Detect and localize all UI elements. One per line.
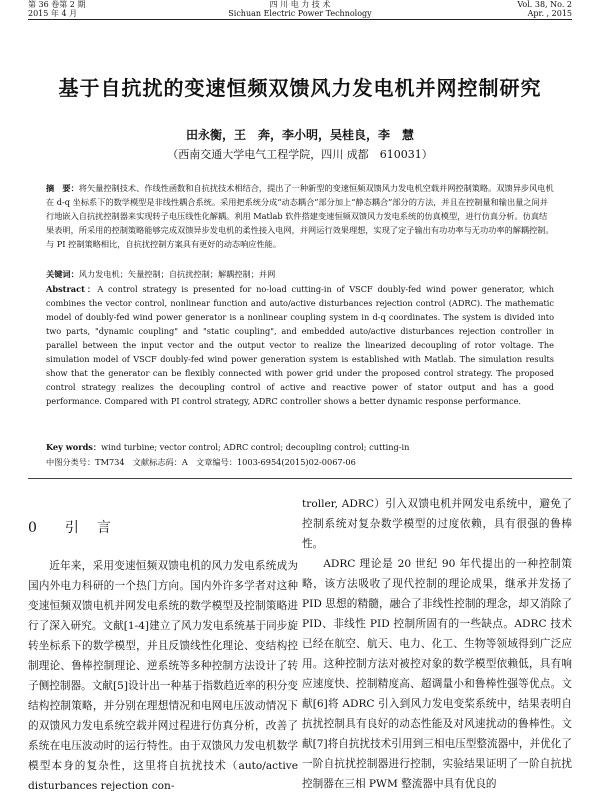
adrc-paragraph: ADRC 理论是 20 世纪 90 年代提出的一种控制策略，该方法吸收了现代控制的理论成果，继承并发扬了 PID 思想的精髓，融合了非线性控制的理念，却又消除了 PID、非线性 PID 控制所固有的一些缺点。ADRC 技术已经在航空、航天、电力、化工、生物等领域得到广泛应用。这种控制方法对被控对象的数学模型依赖低，具有响应速度快、控制精度高、超调量小和鲁棒性强等优点。文献[6]将 ADRC 引入到风力发电变桨系统中，结果表明自抗扰控制具有良好的动态性能及对风速扰动的鲁棒性。文献[7]将自抗扰技术引用到三相电压型整流器中，并优化了一阶自抗扰控制器进行控制，实验结果证明了一阶自抗扰控制器在三相 PWM 整流器中具有优良的 (302, 558, 572, 790)
abstract-chinese (46, 181, 554, 265)
abstract-english (46, 282, 554, 438)
paper-title: 基于自抗扰的变速恒频双馈风力发电机并网控制研究 (58, 76, 542, 100)
journal-issue: 第 36 卷第 2 期 2015 年 4 月 (28, 0, 86, 18)
keywords-en-label: Key words： (46, 442, 102, 452)
abstract-label: 摘 要： (46, 183, 79, 193)
section-title: 引 言 (64, 520, 113, 536)
journal-name: 四 川 电 力 技 术 Sichuan Electric Power Technology (228, 0, 372, 18)
keywords-chinese (46, 267, 554, 281)
keywords-english (46, 440, 554, 454)
intro-paragraph: 近年来，采用变速恒频双馈电机的风力发电系统成为国内外电力科研的一个热门方向。国内外许多学者对这种变速恒频双馈电机并网发电系统的数学模型及控制策略进行了深入研究。文献[1-4]建立了风力发电系统基于同步旋转坐标系下的数学模型，并且反馈线性化理论、变结构控制理论、鲁棒控制理论、逆系统等多种控制方法设计了转子侧控制器。文献[5]设计出一种基于指数趋近率的积分变结构控制策略，并分别在理想情况和电网电压波动情况下的双馈风力发电系统空载并网过程进行仿真分析，改善了系统在电压波动时的运行特性。由于双馈风力发电机数学模型本身的复杂性，这里将自抗扰技术（auto/active disturbances rejection con- (28, 560, 298, 792)
header-rule (28, 19, 572, 20)
abstract-text: 将矢量控制技术、作线性函数和自抗扰技术相结合，提出了一种新型的变速恒频双馈风力发电机空载并网控制策略。双馈异步风电机在 d-q 坐标系下的数学模型是非线性耦合系统。采用把系统分成“动态耦合”部分加上“静态耦合”部分的方法，并且在控制量和输出量之间并行地嵌入自抗扰控制器来实现转子电压线性化解耦。利用 Matlab 软件搭建变速恒频双馈风力发电系统的仿真模型，进行仿真分析。仿真结果表明，所采用的控制策略能够完成双馈异步发电机的柔性接入电网，并网运行效果理想，实现了定子输出有功功率与无功功率的解耦控制。与 PI 控制策略相比，自抗扰控制方案具有更好的动态响应性能。 (46, 183, 554, 249)
author-list: 田永衡，王 奔，李小明，吴桂良，李 慧 (185, 128, 414, 142)
classification-line: 中图分类号：TM734 文献标志码：A 文章编号：1003-6954(2015)02-0067-06 (46, 457, 356, 467)
keywords-text: 风力发电机；矢量控制；自抗扰控制；解耦控制；并网 (78, 269, 276, 279)
intro-continuation: troller, ADRC）引入双馈电机并网发电系统中，避免了控制系统对复杂数学模型的过度依赖，具有很强的鲁棒性。 (302, 498, 572, 550)
abstract-en-text: A control strategy is presented for no-load cutting-in of VSCF doubly-fed wind power generator, which combines the vector control, nonlinear function and auto/active disturbances rejection control (ADRC). The mathematic model of doubly-fed wind power generator is a nonlinear coupling system in d-q coordinates. The system is divided into two parts, "dynamic coupling" and "static coupling", and embedded auto/active disturbances rejection controller in parallel between the input vector and the output vector to realize the linearized decoupling of rotor voltage. The simulation model of VSCF doubly-fed wind power generation system is established with Matlab. The simulation results show that the generator can be flexibly connected with power grid under the proposed control strategy. The proposed control strategy realizes the decoupling control of active and reactive power of stator output and has a good performance. Compared with PI control strategy, ADRC controller shows a better dynamic response performance. (46, 284, 554, 406)
section-number: 0 (28, 520, 39, 536)
right-column (302, 494, 572, 794)
abstract-en-label: Abstract： (46, 284, 98, 294)
affiliation: （西南交通大学电气工程学院，四川 成都 610031） (167, 148, 433, 161)
journal-volume: Vol. 38, No. 2 Apr. , 2015 (517, 0, 572, 18)
keywords-en-text: wind turbine; vector control; ADRC control; decoupling control; cutting-in (101, 442, 410, 452)
section-divider (28, 478, 572, 479)
left-column (28, 500, 298, 796)
section-heading (28, 518, 298, 538)
keywords-label: 关键词： (46, 269, 79, 279)
running-header (0, 0, 600, 22)
